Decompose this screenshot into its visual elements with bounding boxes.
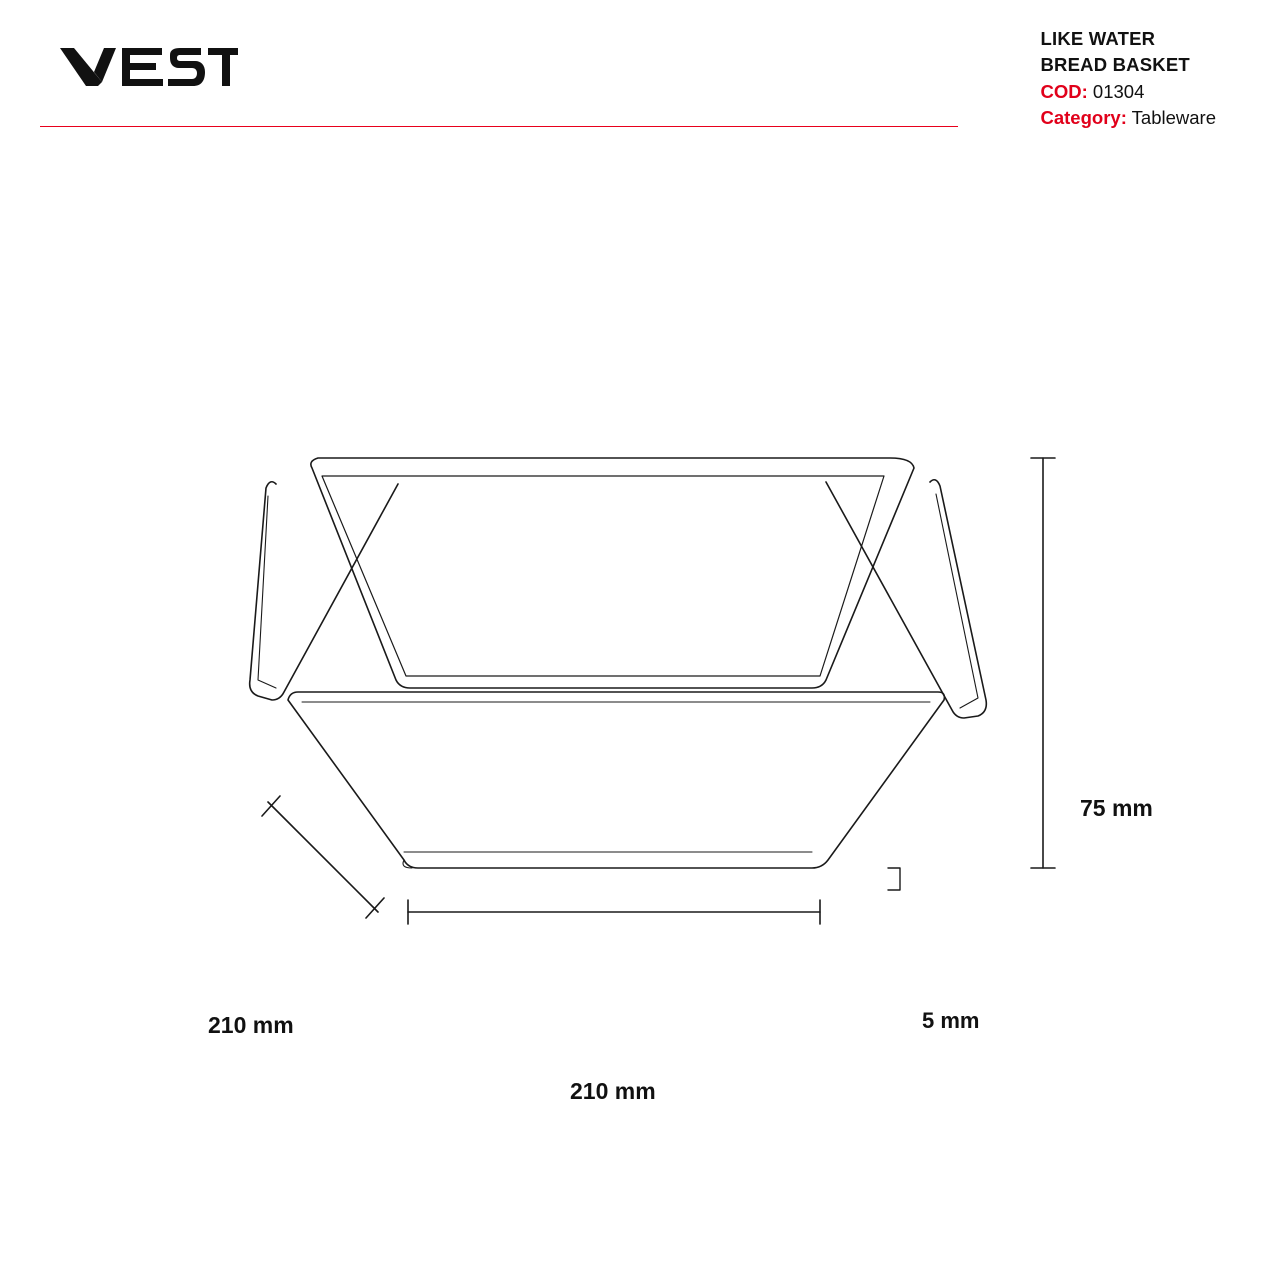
product-meta [1041,26,1217,131]
product-name-line1: LIKE WATER [1040,28,1156,49]
dimension-height-label: 75 mm [1080,795,1153,821]
product-name-line2: BREAD BASKET [1040,54,1190,76]
product-code [1041,79,1217,105]
product-category-value: Tableware [1131,106,1216,128]
dimension-width-label: 210 mm [570,1078,656,1104]
product-code-value: 01304 [1092,80,1145,102]
product-category [1041,105,1217,131]
technical-drawing [0,140,1280,1280]
product-code-label: COD: [1040,80,1088,102]
document-header [0,0,1280,140]
dimension-thickness-label: 5 mm [922,1008,980,1033]
product-category-label: Category: [1040,106,1127,128]
header-divider [40,126,958,127]
dimension-depth-label: 210 mm [208,1012,294,1038]
vesta-logo [58,42,238,88]
